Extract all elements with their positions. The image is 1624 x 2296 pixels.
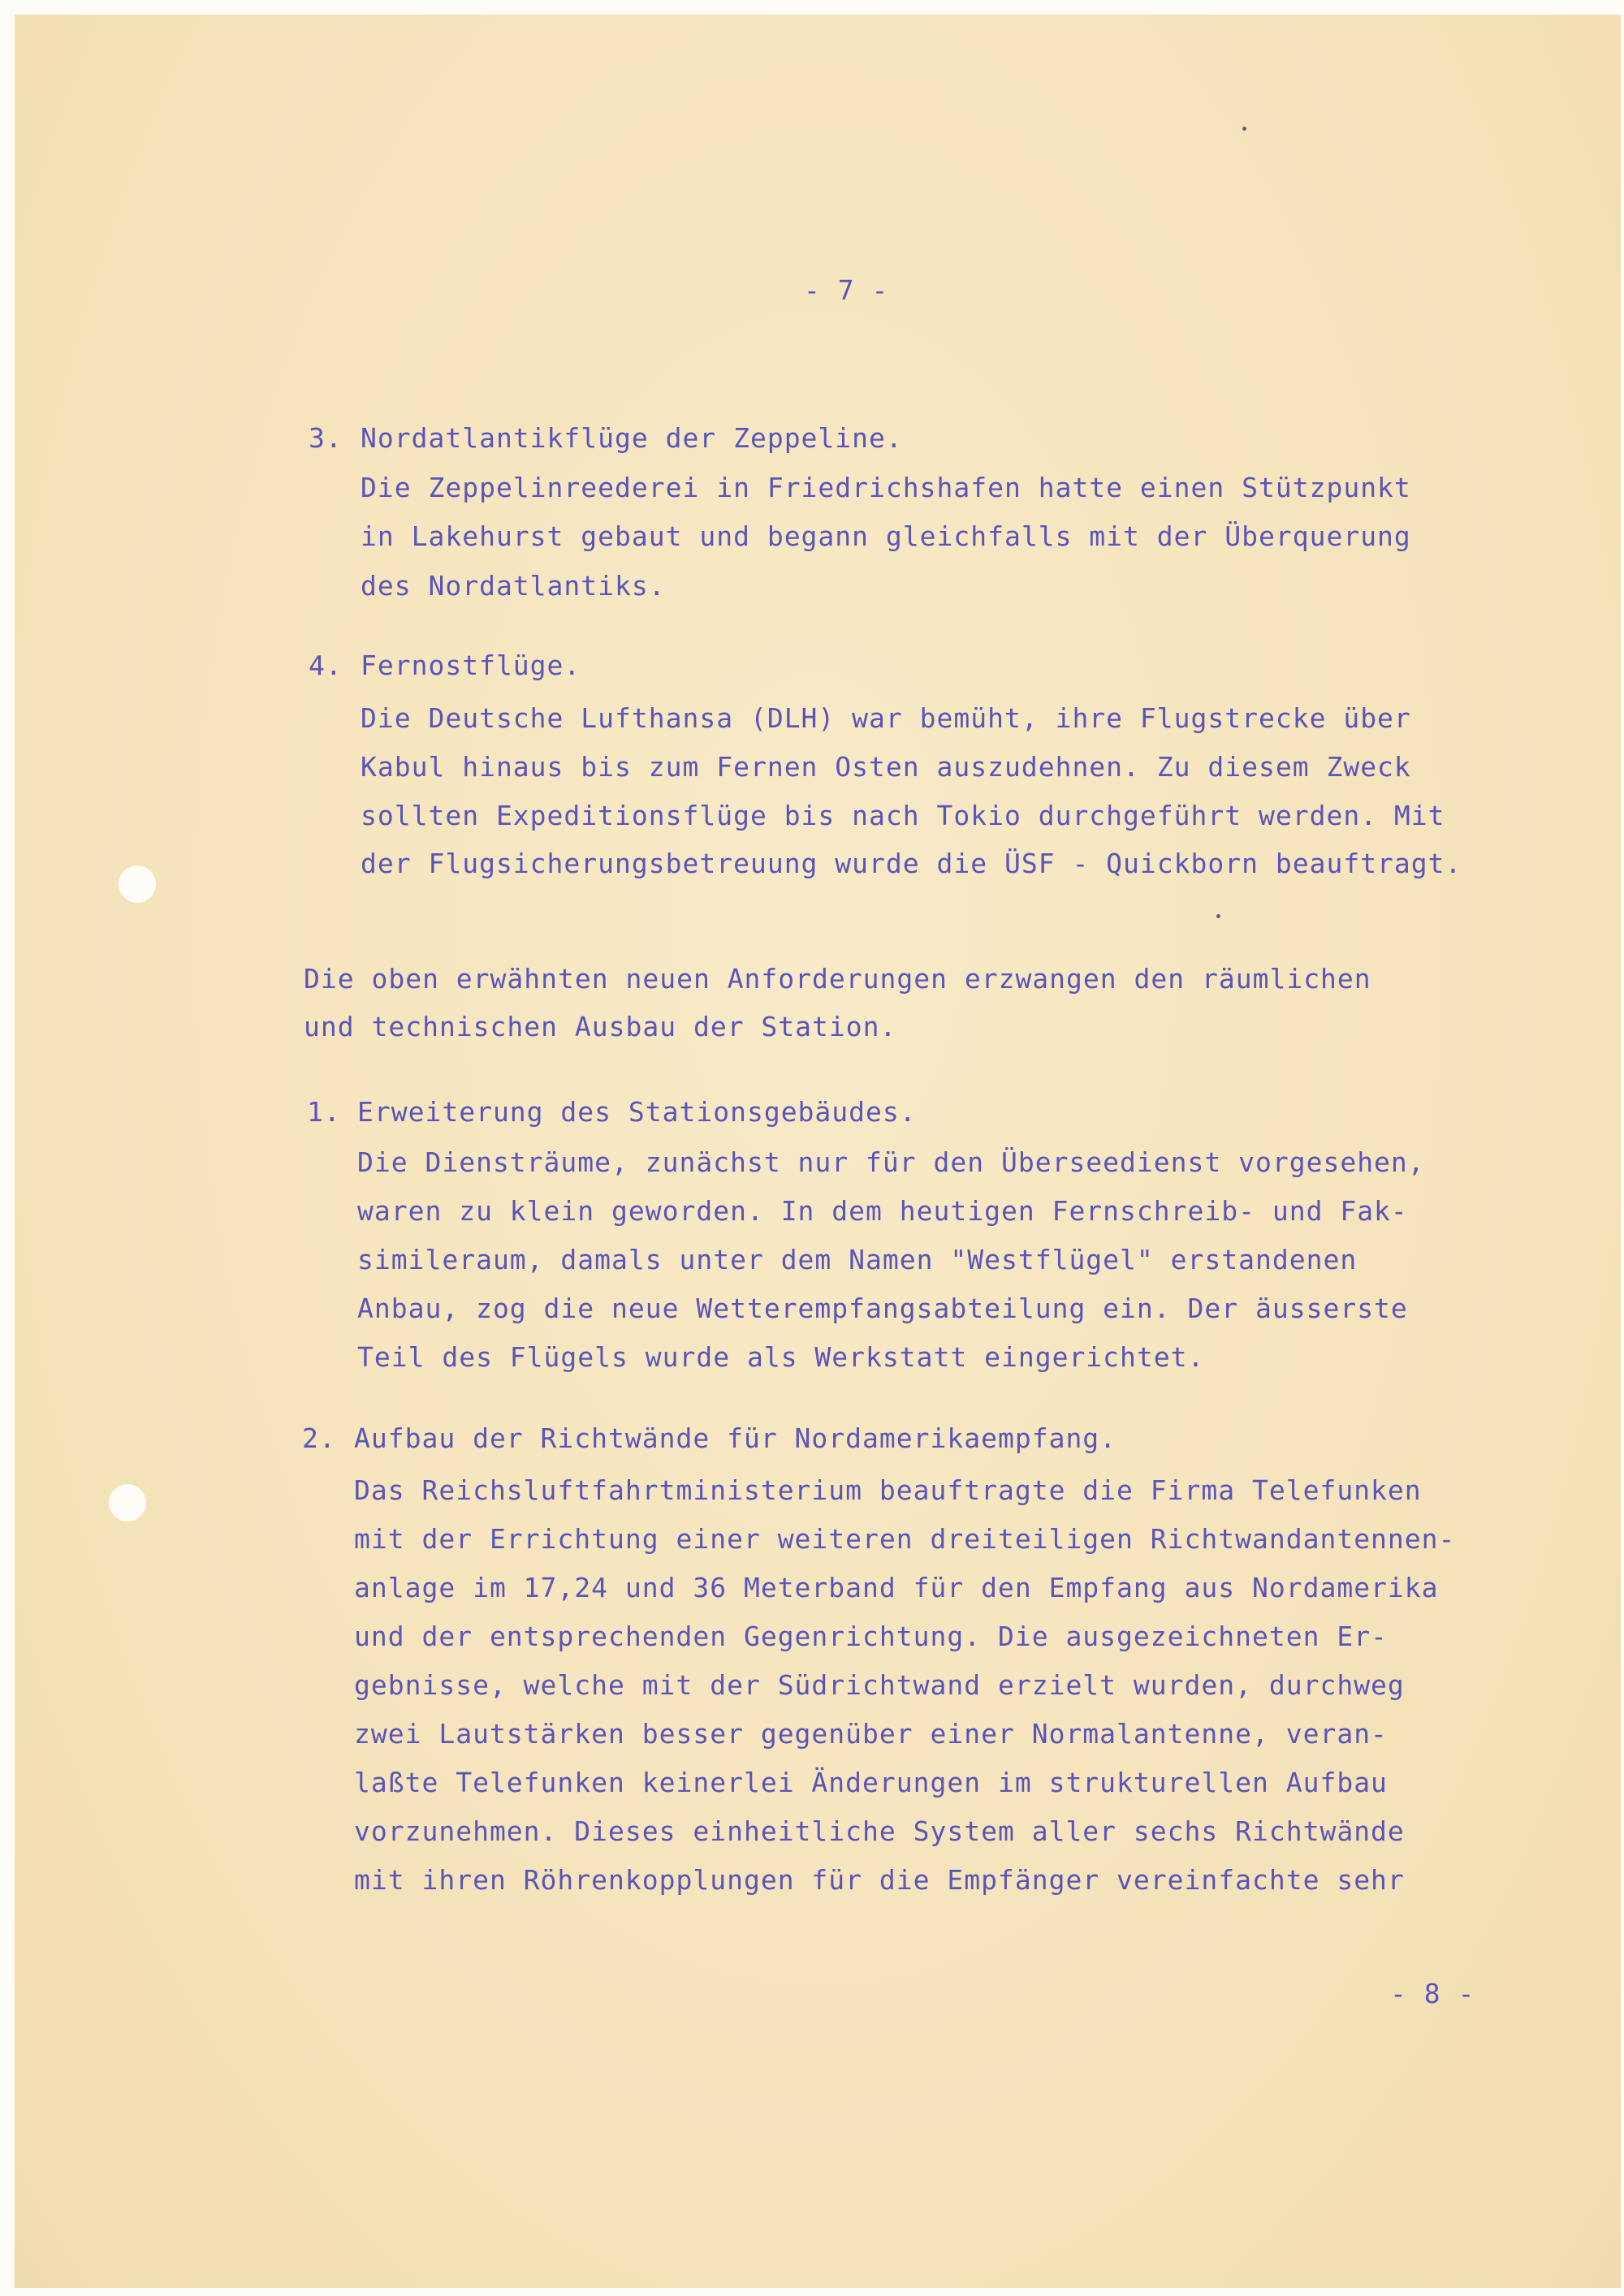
punch-hole-top xyxy=(119,865,156,903)
text-line: Die Zeppelinreederei in Friedrichshafen hatte einen Stützpunkt xyxy=(361,472,1411,503)
text-line: und technischen Ausbau der Station. xyxy=(304,1011,897,1042)
item-number: 2. xyxy=(302,1422,336,1454)
text-line: in Lakehurst gebaut und begann gleichfalls mit der Überquerung xyxy=(361,520,1411,552)
text-line: anlage im 17,24 und 36 Meterband für den Empfang aus Nordamerika xyxy=(354,1572,1439,1603)
text-line: Die Deutsche Lufthansa (DLH) war bemüht, ihre Flugstrecke über xyxy=(361,702,1411,734)
item-title: Nordatlantikflüge der Zeppeline. xyxy=(361,422,903,454)
item-number: 4. xyxy=(309,650,343,681)
punch-hole-bottom xyxy=(109,1484,146,1521)
item-number: 3. xyxy=(309,422,343,454)
text-line: waren zu klein geworden. In dem heutigen Fernschreib- und Fak- xyxy=(357,1195,1408,1227)
text-line: Die oben erwähnten neuen Anforderungen erzwangen den räumlichen xyxy=(304,963,1371,995)
item-number: 1. xyxy=(307,1096,341,1128)
text-line: zwei Lautstärken besser gegenüber einer Normalantenne, veran- xyxy=(354,1718,1388,1750)
item-title: Aufbau der Richtwände für Nordamerikaempfang. xyxy=(354,1422,1117,1454)
paper-speck xyxy=(1216,914,1220,918)
text-line: gebnisse, welche mit der Südrichtwand erzielt wurden, durchweg xyxy=(354,1669,1405,1701)
text-line: sollten Expeditionsflüge bis nach Tokio durchgeführt werden. Mit xyxy=(361,800,1445,831)
text-line: Anbau, zog die neue Wetterempfangsabteilung ein. Der äusserste xyxy=(357,1293,1408,1324)
next-page-marker: - 8 - xyxy=(1390,1978,1475,2009)
text-line: und der entsprechenden Gegenrichtung. Die ausgezeichneten Er- xyxy=(354,1621,1388,1652)
text-line: Teil des Flügels wurde als Werkstatt eingerichtet. xyxy=(357,1341,1205,1373)
item-title: Erweiterung des Stationsgebäudes. xyxy=(357,1096,917,1128)
text-line: des Nordatlantiks. xyxy=(361,570,666,602)
text-line: Das Reichsluftfahrtministerium beauftragte die Firma Telefunken xyxy=(354,1474,1422,1506)
text-line: der Flugsicherungsbetreuung wurde die ÜSF - Quickborn beauftragt. xyxy=(361,848,1462,879)
text-line: laßte Telefunken keinerlei Änderungen im strukturellen Aufbau xyxy=(354,1767,1388,1798)
text-line: Die Diensträume, zunächst nur für den Überseedienst vorgesehen, xyxy=(357,1146,1425,1178)
page-number: - 7 - xyxy=(804,274,889,306)
text-line: Kabul hinaus bis zum Fernen Osten auszudehnen. Zu diesem Zweck xyxy=(361,751,1411,783)
text-line: vorzunehmen. Dieses einheitliche System aller sechs Richtwände xyxy=(354,1815,1405,1847)
text-line: simileraum, damals unter dem Namen "Westflügel" erstandenen xyxy=(357,1244,1358,1275)
item-title: Fernostflüge. xyxy=(361,650,581,681)
text-line: mit ihren Röhrenkopplungen für die Empfänger vereinfachte sehr xyxy=(354,1864,1405,1896)
paper-speck xyxy=(1242,127,1246,131)
text-line: mit der Errichtung einer weiteren dreiteiligen Richtwandantennen- xyxy=(354,1523,1456,1555)
